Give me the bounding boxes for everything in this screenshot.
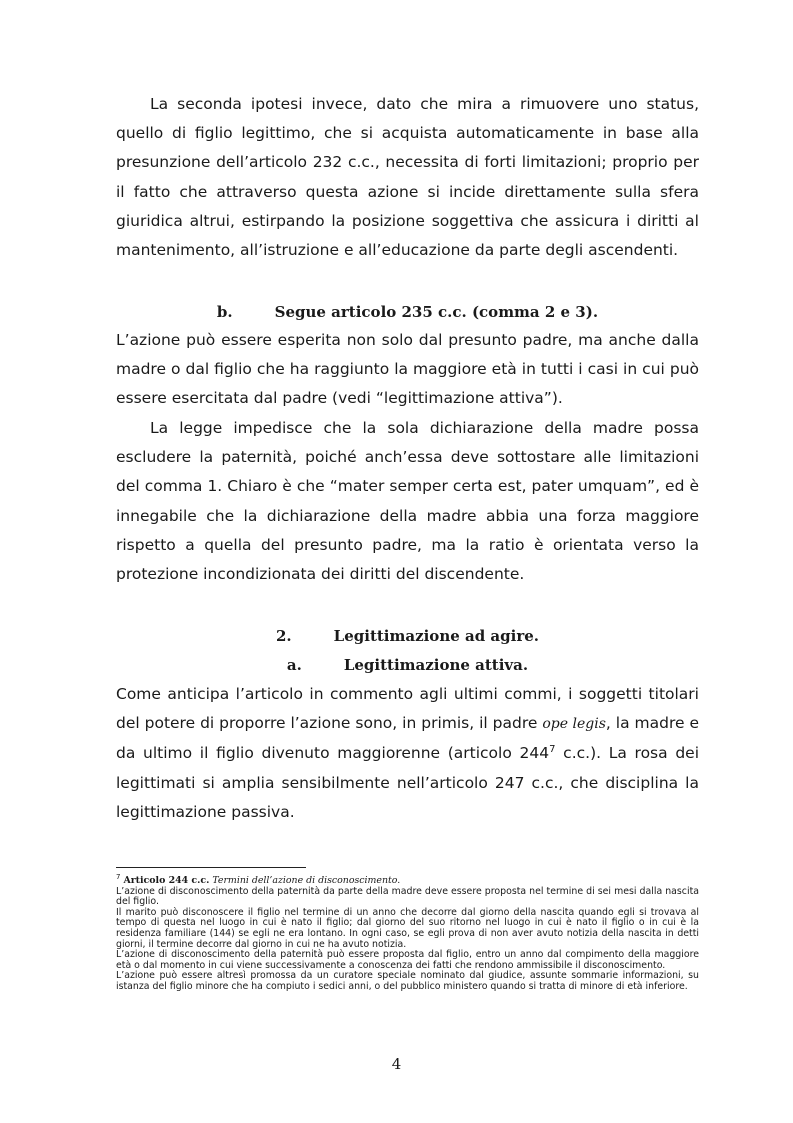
footnote-line: L’azione può essere altresì promossa da un curatore speciale nominato dal giudice, assunte sommarie informazioni, su istanza del figlio minore che ha compiuto i sedici anni, o del pubblico ministero quando si tratta di minore di età inferiore. bbox=[116, 970, 699, 992]
section-heading-b bbox=[116, 302, 699, 322]
paragraph-mother-declaration: La legge impedisce che la sola dichiarazione della madre possa escludere la paternità, poiché anch’essa deve sottostare alle limitazioni del comma 1. Chiaro è che “mater semper certa est, pater umquam”, ed è innegabile che la dichiarazione della madre abbia una forza maggiore rispetto a quella del presunto padre, ma la ratio è orientata verso la protezione incondizionata dei diritti del discendente. bbox=[116, 419, 699, 584]
footnote-7 bbox=[116, 872, 699, 993]
footnote-marker: 7 bbox=[116, 872, 121, 881]
paragraph-second-hypothesis: La seconda ipotesi invece, dato che mira a rimuovere uno status, quello di figlio legittimo, che si acquista automaticamente in base alla presunzione dell’articolo 232 c.c., necessita di forti limitazioni; proprio per il fatto che attraverso questa azione si incide direttamente sulla sfera giuridica altrui, estirpando la posizione soggettiva che assicura i diritti al mantenimento, all’istruzione e all’educazione da parte degli ascendenti. bbox=[116, 95, 699, 260]
footnote-title: Termini dell’azione di disconoscimento. bbox=[212, 875, 401, 886]
section-heading-2-title: Legittimazione ad agire. bbox=[333, 627, 539, 645]
section-heading-b-title: Segue articolo 235 c.c. (comma 2 e 3). bbox=[274, 303, 599, 321]
section-heading-a-number: a. bbox=[286, 656, 302, 674]
section-heading-2-number: 2. bbox=[276, 627, 292, 645]
paragraph-active-standing: Come anticipa l’articolo in commento agli ultimi commi, i soggetti titolari del potere di proporre l’azione sono, in primis, il padre ope legis, la madre e da ultimo il figlio divenuto maggiorenne (articolo 244$^7$ c.c.). La rosa dei legittimati si amplia sensibilmente nell’articolo 247 c.c., che disciplina la legittimazione passiva. bbox=[116, 685, 700, 821]
section-heading-a-title: Legittimazione attiva. bbox=[343, 656, 529, 674]
paragraph-action-exercised: L’azione può essere esperita non solo dal presunto padre, ma anche dalla madre o dal figlio che ha raggiunto la maggiore età in tutti i casi in cui può essere esercitata dal padre (vedi “legittimazione attiva”). bbox=[116, 331, 699, 408]
section-heading-a bbox=[116, 655, 699, 675]
footnote-line: Il marito può disconoscere il figlio nel termine di un anno che decorre dal giorno della nascita quando egli si trovava al tempo di questa nel luogo in cui è nato il figlio; dal giorno del suo ritorno nel luogo in cui è nato il figlio o in cui è la residenza familiare (144) se egli ne era lontano. In ogni caso, se egli prova di non aver avuto notizia della nascita in detti giorni, il termine decorre dal giorno in cui ne ha avuto notizia. bbox=[116, 906, 699, 950]
page-number: 4 bbox=[391, 1055, 402, 1073]
footnote-reference[interactable]: 7 bbox=[549, 744, 556, 756]
section-heading-2 bbox=[116, 626, 699, 646]
footnote-line: L’azione di disconoscimento della paternità può essere proposta dal figlio, entro un anno dal compimento della maggiore età o dal momento in cui viene successivamente a conoscenza dei fatti che rendono ammissibile il disconoscimento. bbox=[116, 949, 699, 971]
footnote-separator bbox=[116, 867, 306, 868]
latin-term: ope legis bbox=[542, 716, 606, 733]
footnote-head: Articolo 244 c.c. bbox=[123, 875, 210, 886]
footnote-line: L’azione di disconoscimento della paternità da parte della madre deve essere proposta nel termine di sei mesi dalla nascita del figlio. bbox=[116, 885, 699, 908]
section-heading-b-number: b. bbox=[216, 303, 233, 321]
